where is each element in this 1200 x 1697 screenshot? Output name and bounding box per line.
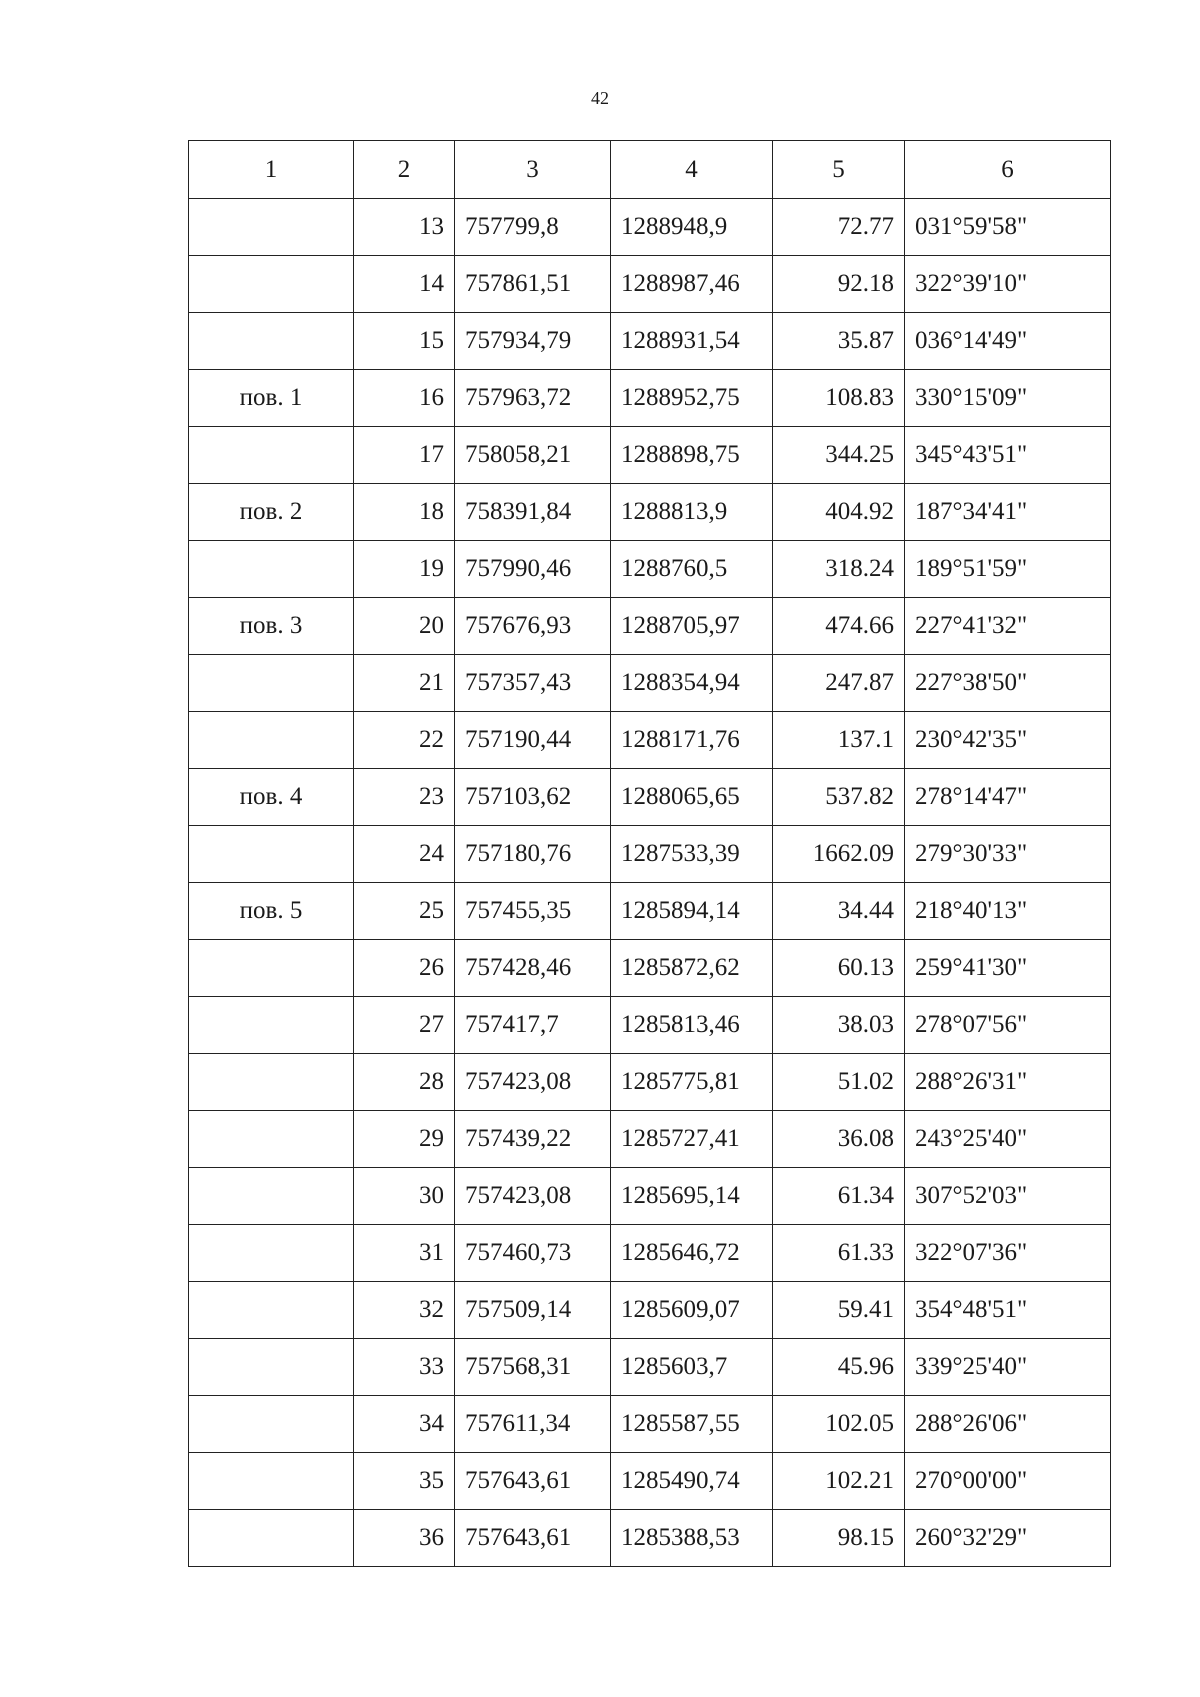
y-coordinate-cell: 1288705,97 [611,598,773,655]
turn-label-cell: пов. 3 [189,598,354,655]
distance-cell: 60.13 [773,940,905,997]
x-coordinate-cell: 757455,35 [455,883,611,940]
table-row [189,1396,1111,1453]
y-coordinate-cell: 1288952,75 [611,370,773,427]
distance-cell: 34.44 [773,883,905,940]
table-row [189,1453,1111,1510]
direction-angle-cell: 243°25'40" [905,1111,1111,1168]
table-row [189,1054,1111,1111]
point-number-cell: 33 [354,1339,455,1396]
x-coordinate-cell: 757509,14 [455,1282,611,1339]
direction-angle-cell: 354°48'51" [905,1282,1111,1339]
direction-angle-cell: 227°41'32" [905,598,1111,655]
table-row [189,313,1111,370]
turn-label-cell [189,1168,354,1225]
turn-label-cell [189,313,354,370]
y-coordinate-cell: 1285872,62 [611,940,773,997]
turn-label-cell [189,256,354,313]
y-coordinate-cell: 1285490,74 [611,1453,773,1510]
x-coordinate-cell: 757799,8 [455,199,611,256]
x-coordinate-cell: 757190,44 [455,712,611,769]
x-coordinate-cell: 757643,61 [455,1510,611,1567]
table-row [189,484,1111,541]
table-row [189,826,1111,883]
header-cell: 2 [354,141,455,199]
table-row [189,1168,1111,1225]
x-coordinate-cell: 757676,93 [455,598,611,655]
turn-label-cell [189,1396,354,1453]
y-coordinate-cell: 1285587,55 [611,1396,773,1453]
turn-label-cell: пов. 2 [189,484,354,541]
y-coordinate-cell: 1285646,72 [611,1225,773,1282]
y-coordinate-cell: 1285894,14 [611,883,773,940]
x-coordinate-cell: 757460,73 [455,1225,611,1282]
turn-label-cell [189,826,354,883]
direction-angle-cell: 187°34'41" [905,484,1111,541]
distance-cell: 318.24 [773,541,905,598]
direction-angle-cell: 278°07'56" [905,997,1111,1054]
turn-label-cell [189,1111,354,1168]
direction-angle-cell: 307°52'03" [905,1168,1111,1225]
distance-cell: 38.03 [773,997,905,1054]
turn-label-cell: пов. 1 [189,370,354,427]
y-coordinate-cell: 1285727,41 [611,1111,773,1168]
y-coordinate-cell: 1288065,65 [611,769,773,826]
point-number-cell: 36 [354,1510,455,1567]
direction-angle-cell: 031°59'58" [905,199,1111,256]
header-cell: 4 [611,141,773,199]
turn-label-cell [189,655,354,712]
distance-cell: 1662.09 [773,826,905,883]
x-coordinate-cell: 757934,79 [455,313,611,370]
turn-label-cell [189,1282,354,1339]
point-number-cell: 14 [354,256,455,313]
turn-label-cell [189,427,354,484]
direction-angle-cell: 322°07'36" [905,1225,1111,1282]
y-coordinate-cell: 1285775,81 [611,1054,773,1111]
point-number-cell: 20 [354,598,455,655]
point-number-cell: 13 [354,199,455,256]
y-coordinate-cell: 1288171,76 [611,712,773,769]
point-number-cell: 23 [354,769,455,826]
table-row [189,199,1111,256]
distance-cell: 45.96 [773,1339,905,1396]
table-row [189,370,1111,427]
x-coordinate-cell: 757423,08 [455,1168,611,1225]
table-row [189,1111,1111,1168]
table-row [189,712,1111,769]
coordinates-table [188,140,1111,1567]
distance-cell: 102.21 [773,1453,905,1510]
y-coordinate-cell: 1288354,94 [611,655,773,712]
distance-cell: 61.34 [773,1168,905,1225]
point-number-cell: 28 [354,1054,455,1111]
x-coordinate-cell: 757428,46 [455,940,611,997]
distance-cell: 92.18 [773,256,905,313]
distance-cell: 537.82 [773,769,905,826]
x-coordinate-cell: 757611,34 [455,1396,611,1453]
direction-angle-cell: 279°30'33" [905,826,1111,883]
direction-angle-cell: 259°41'30" [905,940,1111,997]
turn-label-cell [189,940,354,997]
header-cell: 5 [773,141,905,199]
direction-angle-cell: 345°43'51" [905,427,1111,484]
table-row [189,997,1111,1054]
table-row [189,541,1111,598]
y-coordinate-cell: 1288931,54 [611,313,773,370]
direction-angle-cell: 189°51'59" [905,541,1111,598]
point-number-cell: 34 [354,1396,455,1453]
distance-cell: 35.87 [773,313,905,370]
x-coordinate-cell: 757990,46 [455,541,611,598]
distance-cell: 61.33 [773,1225,905,1282]
turn-label-cell [189,712,354,769]
turn-label-cell: пов. 5 [189,883,354,940]
point-number-cell: 35 [354,1453,455,1510]
table-header-row [189,141,1111,199]
distance-cell: 98.15 [773,1510,905,1567]
distance-cell: 102.05 [773,1396,905,1453]
table-row [189,1225,1111,1282]
direction-angle-cell: 288°26'06" [905,1396,1111,1453]
distance-cell: 36.08 [773,1111,905,1168]
point-number-cell: 24 [354,826,455,883]
x-coordinate-cell: 757861,51 [455,256,611,313]
turn-label-cell [189,1225,354,1282]
point-number-cell: 21 [354,655,455,712]
header-cell: 3 [455,141,611,199]
distance-cell: 59.41 [773,1282,905,1339]
x-coordinate-cell: 757439,22 [455,1111,611,1168]
direction-angle-cell: 339°25'40" [905,1339,1111,1396]
table-row [189,769,1111,826]
direction-angle-cell: 288°26'31" [905,1054,1111,1111]
point-number-cell: 17 [354,427,455,484]
distance-cell: 404.92 [773,484,905,541]
turn-label-cell: пов. 4 [189,769,354,826]
y-coordinate-cell: 1288813,9 [611,484,773,541]
turn-label-cell [189,199,354,256]
x-coordinate-cell: 757568,31 [455,1339,611,1396]
point-number-cell: 26 [354,940,455,997]
distance-cell: 108.83 [773,370,905,427]
point-number-cell: 18 [354,484,455,541]
distance-cell: 247.87 [773,655,905,712]
turn-label-cell [189,1510,354,1567]
turn-label-cell [189,1453,354,1510]
header-cell: 6 [905,141,1111,199]
turn-label-cell [189,541,354,598]
point-number-cell: 19 [354,541,455,598]
direction-angle-cell: 278°14'47" [905,769,1111,826]
point-number-cell: 31 [354,1225,455,1282]
x-coordinate-cell: 757180,76 [455,826,611,883]
point-number-cell: 29 [354,1111,455,1168]
direction-angle-cell: 036°14'49" [905,313,1111,370]
y-coordinate-cell: 1287533,39 [611,826,773,883]
point-number-cell: 27 [354,997,455,1054]
turn-label-cell [189,1054,354,1111]
point-number-cell: 32 [354,1282,455,1339]
point-number-cell: 30 [354,1168,455,1225]
direction-angle-cell: 218°40'13" [905,883,1111,940]
table-row [189,256,1111,313]
x-coordinate-cell: 758391,84 [455,484,611,541]
direction-angle-cell: 227°38'50" [905,655,1111,712]
distance-cell: 137.1 [773,712,905,769]
y-coordinate-cell: 1285695,14 [611,1168,773,1225]
y-coordinate-cell: 1285388,53 [611,1510,773,1567]
x-coordinate-cell: 758058,21 [455,427,611,484]
direction-angle-cell: 270°00'00" [905,1453,1111,1510]
y-coordinate-cell: 1285609,07 [611,1282,773,1339]
table-row [189,598,1111,655]
table-row [189,940,1111,997]
distance-cell: 72.77 [773,199,905,256]
y-coordinate-cell: 1285603,7 [611,1339,773,1396]
table-row [189,1510,1111,1567]
direction-angle-cell: 330°15'09" [905,370,1111,427]
distance-cell: 474.66 [773,598,905,655]
distance-cell: 344.25 [773,427,905,484]
table-row [189,883,1111,940]
x-coordinate-cell: 757643,61 [455,1453,611,1510]
point-number-cell: 25 [354,883,455,940]
table-row [189,655,1111,712]
direction-angle-cell: 260°32'29" [905,1510,1111,1567]
x-coordinate-cell: 757417,7 [455,997,611,1054]
direction-angle-cell: 322°39'10" [905,256,1111,313]
page-number: 42 [591,88,609,108]
x-coordinate-cell: 757357,43 [455,655,611,712]
turn-label-cell [189,997,354,1054]
y-coordinate-cell: 1288948,9 [611,199,773,256]
x-coordinate-cell: 757963,72 [455,370,611,427]
y-coordinate-cell: 1288987,46 [611,256,773,313]
point-number-cell: 15 [354,313,455,370]
y-coordinate-cell: 1288760,5 [611,541,773,598]
y-coordinate-cell: 1288898,75 [611,427,773,484]
direction-angle-cell: 230°42'35" [905,712,1111,769]
distance-cell: 51.02 [773,1054,905,1111]
table-row [189,427,1111,484]
point-number-cell: 16 [354,370,455,427]
turn-label-cell [189,1339,354,1396]
table-row [189,1339,1111,1396]
table-row [189,1282,1111,1339]
header-cell: 1 [189,141,354,199]
x-coordinate-cell: 757423,08 [455,1054,611,1111]
y-coordinate-cell: 1285813,46 [611,997,773,1054]
point-number-cell: 22 [354,712,455,769]
x-coordinate-cell: 757103,62 [455,769,611,826]
